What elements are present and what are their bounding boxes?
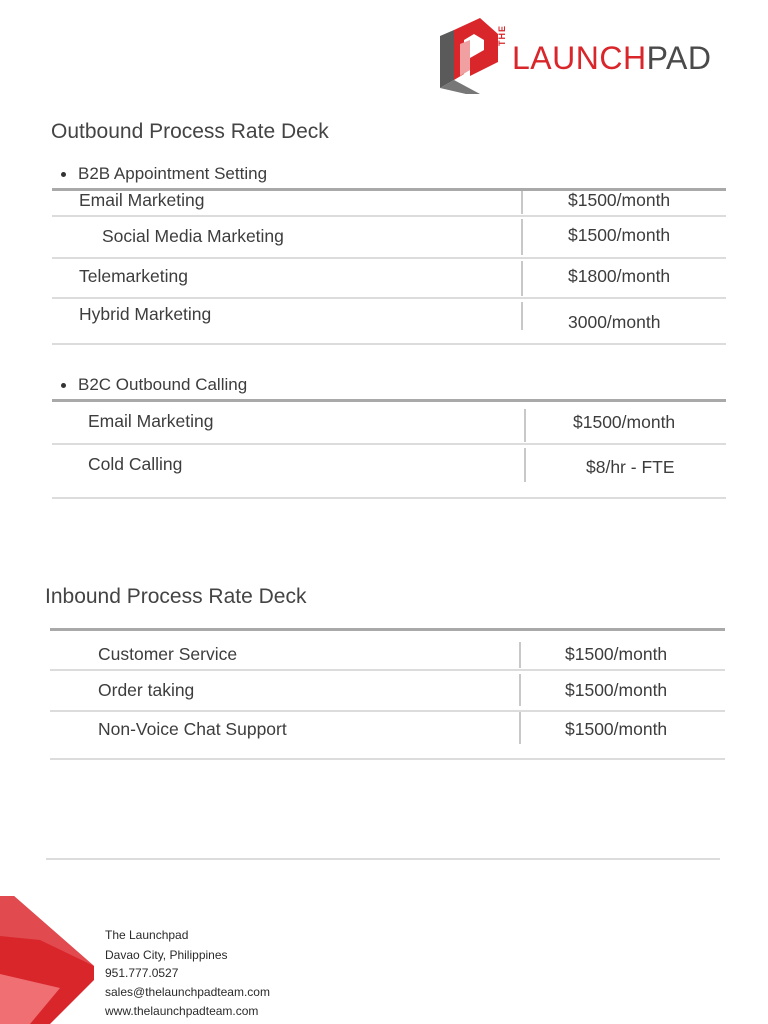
table-row-price: $1500/month [568, 190, 671, 210]
column-divider [519, 712, 521, 744]
column-divider [521, 261, 523, 296]
table-row-price: $8/hr - FTE [586, 457, 675, 477]
table-row-label: Cold Calling [88, 454, 183, 474]
table-row-label: Order taking [98, 680, 195, 700]
table-bottom-rule [50, 758, 725, 760]
logo-the-text: THE [497, 25, 507, 46]
row-divider [50, 710, 725, 712]
column-divider [519, 674, 521, 706]
row-divider [50, 669, 725, 671]
table-row-label: Customer Service [98, 644, 238, 664]
table-row-label: Non-Voice Chat Support [98, 719, 287, 739]
table-row-price: $1500/month [565, 719, 668, 739]
footer-phone: 951.777.0527 [105, 966, 179, 980]
table-row-price: $1500/month [568, 225, 671, 245]
b2b-heading: B2B Appointment Setting [61, 164, 267, 184]
table-row-price: $1500/month [565, 680, 668, 700]
row-divider [52, 443, 726, 445]
table-row-price: 3000/month [568, 312, 661, 332]
footer-website-link[interactable]: www.thelaunchpadteam.com [105, 1004, 259, 1018]
inbound-title: Inbound Process Rate Deck [45, 585, 307, 608]
table-row-label: Telemarketing [79, 266, 188, 286]
table-row-label: Hybrid Marketing [79, 304, 212, 324]
outbound-title: Outbound Process Rate Deck [51, 120, 329, 143]
footer-city: Davao City, Philippines [105, 948, 228, 962]
table-row-label: Email Marketing [79, 190, 205, 210]
table-row-price: $1500/month [573, 412, 676, 432]
column-divider [521, 219, 523, 255]
table-row-label: Social Media Marketing [102, 226, 284, 246]
row-divider [52, 215, 726, 217]
brand-chevron-icon [0, 896, 94, 1024]
column-divider [524, 409, 526, 442]
bullet-icon [61, 172, 66, 177]
table-top-rule [50, 628, 725, 631]
table-row-label: Email Marketing [88, 411, 214, 431]
row-divider [52, 297, 726, 299]
launchpad-logo-icon [440, 18, 498, 94]
column-divider [521, 191, 523, 214]
table-row-price: $1500/month [565, 644, 668, 664]
column-divider [524, 448, 526, 482]
b2c-heading: B2C Outbound Calling [61, 375, 247, 395]
table-bottom-rule [52, 343, 726, 345]
table-row-price: $1800/month [568, 266, 671, 286]
footer-rule [46, 858, 720, 860]
footer-email-link[interactable]: sales@thelaunchpadteam.com [105, 985, 270, 999]
table-top-rule [52, 399, 726, 402]
column-divider [521, 302, 523, 330]
table-bottom-rule [52, 497, 726, 499]
bullet-icon [61, 383, 66, 388]
logo-wordmark: LAUNCHPAD [512, 40, 712, 76]
footer-company: The Launchpad [105, 928, 189, 942]
row-divider [52, 257, 726, 259]
column-divider [519, 642, 521, 668]
